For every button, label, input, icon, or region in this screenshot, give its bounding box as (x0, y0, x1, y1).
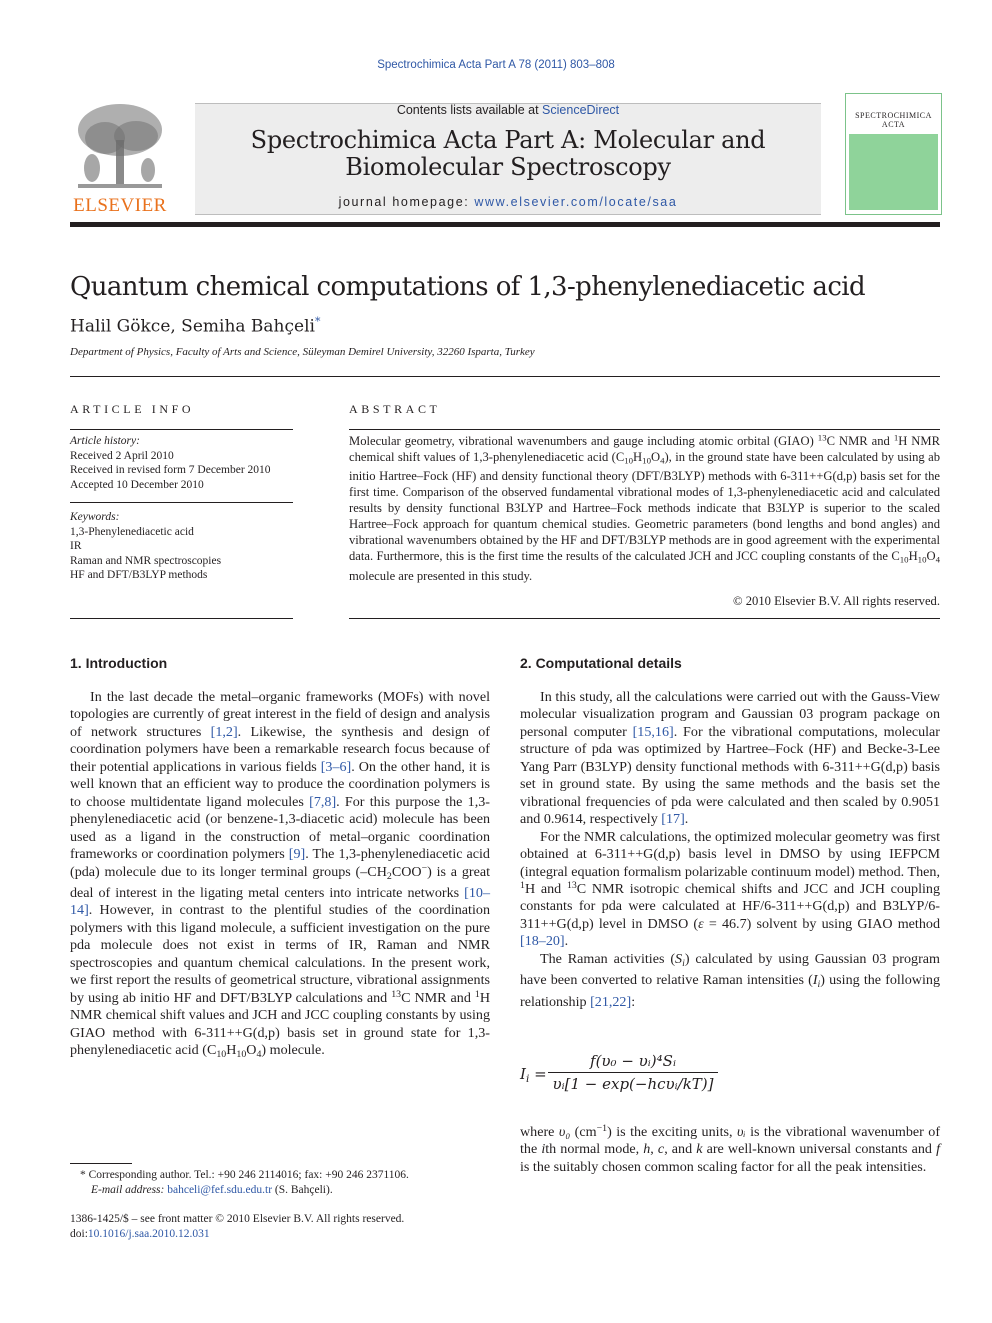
equation-explanation: where υ₀ $(cm^{-1})$ is the exciting units, υᵢ is the vibrational wavenumber of the ith normal mode, h, c, and k are well-known universal constants and f is the suitably chosen common scaling factor for all the peak intensities. (520, 1123, 941, 1175)
paragraph: For the NMR calculations, the optimized molecular geometry was first obtained at 6-311++G(d,p) basis level in DMSO by using IEFPCM (integral equation formalism polarizable continuum model) method. Then, $^1$H and $^{13}$C NMR isotropic chemical shifts and JCC and JCH coupling constants for pda were calculated at HF/6-311++G(d,p) and B3LYP/6-311++G(d,p) level in DMSO (ε = 46.7) solvent by using GIAO method [18–20]. (520, 828, 940, 950)
authors (70, 315, 320, 337)
section-heading-computational-details: 2. Computational details (520, 655, 682, 671)
divider (70, 618, 293, 619)
contents-line (195, 103, 821, 117)
accepted-date: Accepted 10 December 2010 (70, 478, 204, 491)
reference-link[interactable]: [1,2] (210, 723, 238, 740)
paragraph: In this study, all the calculations were carried out with the Gauss-View molecular visualization program and Gaussian 03 program package on personal computer [15,16]. For the vibrational computations, molecular structure of pda was optimized by Hartree–Fock (HF) and Becke-3-Lee Yang Parr (B3LYP) density functional methods with 6-311++G(d,p) basis set in ground state. By using the same methods and the basis set the vibrational frequencies of pda were calculated and then scaled by 0.9051 and 0.9614, respectively [17]. (520, 689, 940, 828)
computational-details-text (520, 689, 940, 1011)
elsevier-wordmark[interactable]: ELSEVIER (73, 195, 167, 216)
equation-fraction (548, 1052, 718, 1093)
equation-lhs: $I_i$ = (520, 1065, 547, 1086)
homepage-prefix: journal homepage: (338, 195, 475, 209)
copyright: © 2010 Elsevier B.V. All rights reserved. (733, 594, 940, 608)
elsevier-tree-logo (70, 100, 170, 195)
header-rule (70, 222, 940, 227)
reference-link[interactable]: [17] (661, 811, 685, 828)
homepage-link[interactable]: www.elsevier.com/locate/saa (474, 195, 678, 209)
front-matter: 1386-1425/$ – see front matter © 2010 Elsevier B.V. All rights reserved. doi:10.1016/j.saa.2010.12.031 (70, 1212, 500, 1242)
cover-title-line2: ACTA (881, 120, 906, 129)
journal-title (195, 127, 821, 181)
article-info-heading: ARTICLE INFO (70, 402, 195, 416)
reference-link[interactable]: [3–6] (320, 758, 352, 775)
corresponding-author-mark[interactable]: * (314, 315, 321, 328)
keyword: HF and DFT/B3LYP methods (70, 569, 208, 581)
reference-link[interactable]: [15,16] (632, 723, 674, 740)
fraction-bar (548, 1072, 718, 1073)
divider (70, 502, 293, 503)
issn-line: 1386-1425/$ – see front matter © 2010 Elsevier B.V. All rights reserved. (70, 1213, 405, 1225)
journal-citation[interactable]: Spectrochimica Acta Part A 78 (2011) 803–808 (377, 59, 615, 71)
corresponding-author-footnote: * Corresponding author. Tel.: +90 246 2114016; fax: +90 246 2371106. E-mail address: bahceli@fef.sdu.edu.tr (S. Bahçeli). (80, 1169, 409, 1196)
sciencedirect-link[interactable]: ScienceDirect (542, 103, 620, 117)
divider (349, 429, 940, 430)
reference-link[interactable]: [18–20] (520, 933, 565, 950)
paragraph: The Raman activities $(S_i)$ calculated by using Gaussian 03 program have been converted to relative Raman intensities $(I_i)$ using the following relationship [21,22]: (520, 950, 940, 1010)
article-history (70, 434, 300, 492)
cover-title-line1: SPECTROCHIMICA (855, 111, 932, 120)
abstract-heading: ABSTRACT (349, 402, 441, 416)
divider (70, 429, 293, 430)
keyword: IR (70, 540, 82, 552)
author-names: Halil Gökce, Semiha Bahçeli (70, 316, 315, 337)
reference-link[interactable]: [9] (288, 846, 306, 863)
keywords (70, 510, 300, 583)
affiliation: Department of Physics, Faculty of Arts and Science, Süleyman Demirel University, 32260 Isparta, Turkey (70, 346, 535, 358)
history-label: Article history: (70, 435, 140, 447)
keyword: 1,3-Phenylenediacetic acid (70, 525, 194, 538)
keyword: Raman and NMR spectroscopies (70, 554, 222, 567)
equation-numerator: f(υ₀ − υᵢ)⁴Sᵢ (590, 1052, 676, 1070)
received-date: Received 2 April 2010 (70, 449, 174, 462)
journal-cover-thumbnail[interactable] (845, 93, 942, 215)
reference-link[interactable]: [7,8] (309, 793, 337, 810)
email-link[interactable]: bahceli@fef.sdu.edu.tr (167, 1184, 273, 1196)
equation-denominator: υᵢ[1 − exp(−hcυᵢ/kT)] (552, 1075, 714, 1093)
journal-title-line2: Biomolecular Spectroscopy (345, 153, 671, 181)
reference-link[interactable]: [21,22] (590, 993, 632, 1010)
reference-link[interactable]: [10–14] (70, 884, 490, 919)
divider (349, 618, 940, 619)
footnote-rule (70, 1163, 132, 1164)
journal-title-line1: Spectrochimica Acta Part A: Molecular and (250, 126, 766, 154)
keywords-label: Keywords: (70, 511, 120, 523)
contents-prefix: Contents lists available at (396, 103, 543, 117)
journal-homepage (195, 195, 821, 209)
cover-green-panel (849, 134, 938, 210)
doi-link[interactable]: 10.1016/j.saa.2010.12.031 (87, 1228, 210, 1240)
revised-date: Received in revised form 7 December 2010 (70, 464, 271, 476)
cover-title (849, 111, 938, 129)
abstract-text: Molecular geometry, vibrational wavenumbers and gauge including atomic orbital (GIAO) $^{13}$C NMR and $^1$H NMR chemical shift values of 1,3-phenylenediacetic acid $(C_{10}H_{10}O_4)$, in the ground state have been calculated by using ab initio Hartree–Fock (HF) and density functional theory (DFT/B3LYP) methods with 6-311++G(d,p) basis set for the first time. Comparison of the observed fundamental vibrational modes of 1,3-phenylenediacetic acid and calculated results by density functional B3LYP and Hartree–Fock methods indicate that B3LYP is superior to the scaled Hartree–Fock approach for quantum chemical studies. Geometric parameters (bond lengths and bond angles) and vibrational wavenumbers obtained by the HF and DFT/B3LYP methods are in good agreement with the experimental data. Furthermore, this is the first time the results of the calculated JCH and JCC coupling constants of the $C_{10}H_{10}O_4$ molecule are presented in this study. (349, 432, 940, 583)
section-heading-introduction: 1. Introduction (70, 655, 168, 671)
raman-intensity-equation (520, 1052, 940, 1102)
article-title: Quantum chemical computations of 1,3-phenylenediacetic acid (70, 272, 866, 302)
divider (70, 376, 940, 377)
introduction-paragraph: In the last decade the metal–organic frameworks (MOFs) with novel topologies are currently of great interest in the field of design and analysis of network structures [1,2]. Likewise, the synthesis and design of coordination polymers have been a remarkable research focus because of their potential applications in various fields [3–6]. On the other hand, it is well known that an efficient way to produce the coordination polymers is to choose multidentate ligand molecules [7,8]. For this purpose the 1,3-phenylenediacetic acid (or benzene-1,3-diacetic acid) molecule has been used as a ligand in the construction of metal–organic coordination frameworks or coordination polymers [9]. The 1,3-phenylenediacetic acid (pda) molecule due to its longer terminal groups $(-CH_2COO^-)$ is a great deal of interest in the ligating metal centers into intricate networks [10–14]. However, in contrast to the plentiful studies of the coordination polymers with this ligand molecule, a sufficient investigation on the pure pda molecule does not exist in terms of IR, Raman and NMR spectroscopies and quantum chemical calculations. In the present work, we first report the results of geometrical structure, vibrational assignments by using ab initio HF and DFT/B3LYP calculations and $^{13}$C NMR and $^1$H NMR chemical shift values and JCH and JCC coupling constants by using GIAO method with 6-311++G(d,p) basis set in ground state for 1,3-phenylenediacetic acid $(C_{10}H_{10}O_4)$ molecule. (70, 689, 491, 1060)
